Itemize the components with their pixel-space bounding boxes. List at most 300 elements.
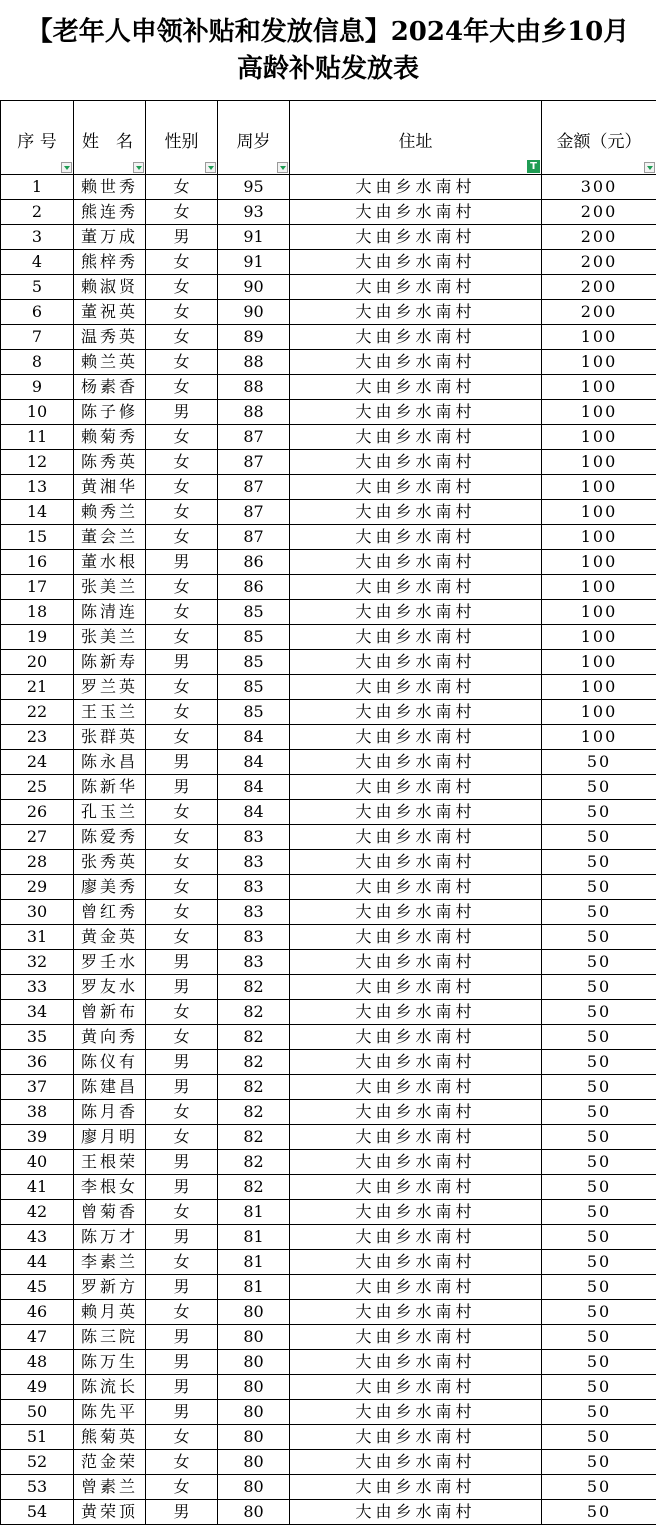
cell-address: 大由乡水南村 [290, 375, 542, 400]
cell-address: 大由乡水南村 [290, 1200, 542, 1225]
table-row [1, 1050, 656, 1075]
cell-sex: 女 [146, 725, 218, 750]
cell-index: 17 [1, 575, 74, 600]
cell-address: 大由乡水南村 [290, 175, 542, 200]
cell-amount: 100 [542, 475, 656, 500]
cell-index: 23 [1, 725, 74, 750]
cell-sex: 男 [146, 1275, 218, 1300]
cell-address: 大由乡水南村 [290, 900, 542, 925]
cell-address: 大由乡水南村 [290, 1475, 542, 1500]
cell-index: 46 [1, 1300, 74, 1325]
cell-address: 大由乡水南村 [290, 200, 542, 225]
cell-name: 罗友水 [74, 975, 146, 1000]
cell-age: 87 [218, 425, 290, 450]
cell-age: 86 [218, 575, 290, 600]
table-row [1, 350, 656, 375]
cell-index: 7 [1, 325, 74, 350]
cell-address: 大由乡水南村 [290, 700, 542, 725]
cell-address: 大由乡水南村 [290, 400, 542, 425]
cell-index: 32 [1, 950, 74, 975]
cell-name: 陈三院 [74, 1325, 146, 1350]
cell-address: 大由乡水南村 [290, 975, 542, 1000]
cell-amount: 50 [542, 1025, 656, 1050]
cell-age: 86 [218, 550, 290, 575]
table-row [1, 1250, 656, 1275]
cell-address: 大由乡水南村 [290, 550, 542, 575]
cell-sex: 男 [146, 650, 218, 675]
cell-amount: 50 [542, 825, 656, 850]
cell-address: 大由乡水南村 [290, 1100, 542, 1125]
table-row [1, 475, 656, 500]
table-row [1, 725, 656, 750]
cell-amount: 50 [542, 1125, 656, 1150]
cell-index: 36 [1, 1050, 74, 1075]
cell-index: 28 [1, 850, 74, 875]
cell-amount: 100 [542, 450, 656, 475]
cell-age: 87 [218, 450, 290, 475]
cell-name: 曾新布 [74, 1000, 146, 1025]
header-label: 住址 [398, 132, 433, 152]
cell-age: 82 [218, 975, 290, 1000]
cell-name: 赖菊秀 [74, 425, 146, 450]
cell-index: 50 [1, 1400, 74, 1425]
table-row [1, 375, 656, 400]
cell-address: 大由乡水南村 [290, 1125, 542, 1150]
table-row [1, 1000, 656, 1025]
cell-sex: 女 [146, 700, 218, 725]
cell-age: 85 [218, 650, 290, 675]
cell-sex: 女 [146, 325, 218, 350]
cell-name: 廖月明 [74, 1125, 146, 1150]
cell-name: 赖秀兰 [74, 500, 146, 525]
table-row [1, 1450, 656, 1475]
cell-address: 大由乡水南村 [290, 1450, 542, 1475]
cell-amount: 50 [542, 1425, 656, 1450]
table-row [1, 575, 656, 600]
cell-index: 43 [1, 1225, 74, 1250]
cell-name: 熊连秀 [74, 200, 146, 225]
cell-index: 35 [1, 1025, 74, 1050]
header-label: 序 号 [17, 132, 57, 152]
cell-age: 85 [218, 625, 290, 650]
cell-address: 大由乡水南村 [290, 875, 542, 900]
cell-age: 95 [218, 175, 290, 200]
cell-age: 87 [218, 500, 290, 525]
cell-age: 91 [218, 225, 290, 250]
cell-age: 80 [218, 1325, 290, 1350]
cell-age: 82 [218, 1050, 290, 1075]
header-index [1, 101, 74, 175]
cell-index: 18 [1, 600, 74, 625]
cell-age: 81 [218, 1250, 290, 1275]
filter-active-icon[interactable]: T [527, 160, 540, 173]
cell-name: 孔玉兰 [74, 800, 146, 825]
cell-name: 罗壬水 [74, 950, 146, 975]
cell-amount: 50 [542, 975, 656, 1000]
cell-age: 90 [218, 275, 290, 300]
cell-sex: 女 [146, 300, 218, 325]
cell-name: 黄金英 [74, 925, 146, 950]
cell-index: 44 [1, 1250, 74, 1275]
cell-sex: 女 [146, 900, 218, 925]
cell-sex: 女 [146, 425, 218, 450]
table-row [1, 850, 656, 875]
cell-sex: 男 [146, 775, 218, 800]
cell-address: 大由乡水南村 [290, 1025, 542, 1050]
cell-age: 80 [218, 1350, 290, 1375]
cell-amount: 50 [542, 1400, 656, 1425]
cell-amount: 200 [542, 300, 656, 325]
filter-dropdown-icon[interactable] [205, 162, 216, 173]
cell-address: 大由乡水南村 [290, 850, 542, 875]
cell-address: 大由乡水南村 [290, 1075, 542, 1100]
cell-age: 80 [218, 1475, 290, 1500]
cell-index: 21 [1, 675, 74, 700]
cell-address: 大由乡水南村 [290, 600, 542, 625]
cell-index: 3 [1, 225, 74, 250]
table-row [1, 500, 656, 525]
cell-address: 大由乡水南村 [290, 1375, 542, 1400]
cell-age: 82 [218, 1075, 290, 1100]
table-row [1, 550, 656, 575]
cell-address: 大由乡水南村 [290, 1175, 542, 1200]
cell-sex: 女 [146, 1450, 218, 1475]
cell-sex: 女 [146, 800, 218, 825]
table-row [1, 1500, 656, 1525]
document-title [0, 0, 656, 100]
cell-index: 15 [1, 525, 74, 550]
cell-name: 赖世秀 [74, 175, 146, 200]
cell-address: 大由乡水南村 [290, 225, 542, 250]
cell-name: 陈万生 [74, 1350, 146, 1375]
table-row [1, 1075, 656, 1100]
cell-address: 大由乡水南村 [290, 1275, 542, 1300]
table-row [1, 975, 656, 1000]
cell-amount: 50 [542, 1000, 656, 1025]
cell-name: 陈流长 [74, 1375, 146, 1400]
cell-sex: 女 [146, 1200, 218, 1225]
cell-age: 82 [218, 1150, 290, 1175]
table-row [1, 625, 656, 650]
cell-sex: 男 [146, 1375, 218, 1400]
table-row [1, 1100, 656, 1125]
cell-index: 33 [1, 975, 74, 1000]
cell-amount: 50 [542, 1200, 656, 1225]
cell-index: 51 [1, 1425, 74, 1450]
cell-name: 董万成 [74, 225, 146, 250]
cell-amount: 50 [542, 1275, 656, 1300]
cell-age: 83 [218, 825, 290, 850]
cell-index: 47 [1, 1325, 74, 1350]
table-row [1, 675, 656, 700]
cell-index: 31 [1, 925, 74, 950]
cell-index: 8 [1, 350, 74, 375]
header-label: 性别 [164, 132, 199, 152]
cell-name: 曾红秀 [74, 900, 146, 925]
table-row [1, 1150, 656, 1175]
cell-age: 83 [218, 950, 290, 975]
cell-amount: 50 [542, 1250, 656, 1275]
cell-age: 82 [218, 1125, 290, 1150]
cell-age: 83 [218, 925, 290, 950]
filter-dropdown-icon[interactable] [133, 162, 144, 173]
cell-age: 80 [218, 1300, 290, 1325]
cell-sex: 女 [146, 375, 218, 400]
table-row [1, 425, 656, 450]
cell-amount: 50 [542, 1100, 656, 1125]
table-row [1, 225, 656, 250]
cell-age: 81 [218, 1225, 290, 1250]
table-row [1, 1225, 656, 1250]
cell-amount: 100 [542, 725, 656, 750]
cell-sex: 女 [146, 275, 218, 300]
cell-address: 大由乡水南村 [290, 350, 542, 375]
header-label: 金额（元） [556, 132, 642, 152]
cell-sex: 女 [146, 625, 218, 650]
cell-name: 陈先平 [74, 1400, 146, 1425]
table-row [1, 875, 656, 900]
cell-index: 12 [1, 450, 74, 475]
table-row [1, 300, 656, 325]
cell-sex: 男 [146, 975, 218, 1000]
cell-amount: 100 [542, 600, 656, 625]
cell-name: 张美兰 [74, 625, 146, 650]
cell-sex: 女 [146, 500, 218, 525]
cell-name: 黄湘华 [74, 475, 146, 500]
cell-sex: 男 [146, 550, 218, 575]
cell-amount: 200 [542, 275, 656, 300]
cell-age: 82 [218, 1100, 290, 1125]
cell-index: 40 [1, 1150, 74, 1175]
table-row [1, 325, 656, 350]
cell-name: 罗新方 [74, 1275, 146, 1300]
cell-name: 曾素兰 [74, 1475, 146, 1500]
table-row [1, 1300, 656, 1325]
cell-index: 29 [1, 875, 74, 900]
cell-amount: 50 [542, 1225, 656, 1250]
cell-index: 53 [1, 1475, 74, 1500]
cell-amount: 100 [542, 625, 656, 650]
cell-age: 88 [218, 375, 290, 400]
filter-dropdown-icon[interactable] [644, 162, 655, 173]
cell-age: 88 [218, 400, 290, 425]
cell-amount: 50 [542, 850, 656, 875]
cell-age: 85 [218, 675, 290, 700]
cell-address: 大由乡水南村 [290, 1425, 542, 1450]
cell-name: 陈仪有 [74, 1050, 146, 1075]
cell-name: 陈新寿 [74, 650, 146, 675]
cell-amount: 200 [542, 200, 656, 225]
cell-index: 9 [1, 375, 74, 400]
cell-name: 李素兰 [74, 1250, 146, 1275]
cell-sex: 男 [146, 1225, 218, 1250]
cell-name: 王玉兰 [74, 700, 146, 725]
cell-amount: 100 [542, 500, 656, 525]
cell-age: 87 [218, 475, 290, 500]
header-name [74, 101, 146, 175]
cell-amount: 200 [542, 225, 656, 250]
cell-index: 52 [1, 1450, 74, 1475]
table-row [1, 1400, 656, 1425]
cell-index: 1 [1, 175, 74, 200]
cell-amount: 50 [542, 1375, 656, 1400]
cell-address: 大由乡水南村 [290, 650, 542, 675]
cell-sex: 女 [146, 1100, 218, 1125]
table-row [1, 250, 656, 275]
cell-index: 39 [1, 1125, 74, 1150]
cell-sex: 女 [146, 250, 218, 275]
cell-name: 赖月英 [74, 1300, 146, 1325]
cell-name: 曾菊香 [74, 1200, 146, 1225]
cell-age: 90 [218, 300, 290, 325]
table-row [1, 450, 656, 475]
cell-address: 大由乡水南村 [290, 1325, 542, 1350]
cell-name: 黄荣顶 [74, 1500, 146, 1525]
cell-index: 4 [1, 250, 74, 275]
cell-address: 大由乡水南村 [290, 1225, 542, 1250]
cell-amount: 50 [542, 1175, 656, 1200]
table-row [1, 1375, 656, 1400]
cell-amount: 50 [542, 750, 656, 775]
table-row [1, 1425, 656, 1450]
filter-dropdown-icon[interactable] [277, 162, 288, 173]
cell-sex: 男 [146, 1150, 218, 1175]
cell-address: 大由乡水南村 [290, 250, 542, 275]
cell-index: 5 [1, 275, 74, 300]
cell-address: 大由乡水南村 [290, 925, 542, 950]
cell-sex: 男 [146, 750, 218, 775]
cell-sex: 女 [146, 525, 218, 550]
header-label: 周岁 [236, 132, 271, 152]
cell-address: 大由乡水南村 [290, 1000, 542, 1025]
table-row [1, 400, 656, 425]
cell-index: 14 [1, 500, 74, 525]
cell-index: 10 [1, 400, 74, 425]
cell-sex: 男 [146, 950, 218, 975]
cell-age: 83 [218, 900, 290, 925]
cell-name: 陈建昌 [74, 1075, 146, 1100]
cell-age: 80 [218, 1425, 290, 1450]
cell-amount: 100 [542, 675, 656, 700]
cell-amount: 50 [542, 1475, 656, 1500]
cell-index: 19 [1, 625, 74, 650]
cell-amount: 50 [542, 1450, 656, 1475]
table-row [1, 950, 656, 975]
cell-address: 大由乡水南村 [290, 425, 542, 450]
cell-age: 83 [218, 850, 290, 875]
cell-sex: 男 [146, 400, 218, 425]
cell-amount: 50 [542, 875, 656, 900]
cell-age: 91 [218, 250, 290, 275]
cell-index: 26 [1, 800, 74, 825]
cell-amount: 50 [542, 1350, 656, 1375]
header-address [290, 101, 542, 175]
cell-address: 大由乡水南村 [290, 625, 542, 650]
cell-age: 81 [218, 1275, 290, 1300]
cell-name: 赖淑贤 [74, 275, 146, 300]
cell-address: 大由乡水南村 [290, 575, 542, 600]
table-header-row [1, 101, 656, 175]
title-line-1: 【老年人申领补贴和发放信息】2024年大由乡10月 [26, 17, 630, 47]
cell-age: 84 [218, 775, 290, 800]
cell-index: 2 [1, 200, 74, 225]
cell-amount: 50 [542, 1150, 656, 1175]
cell-name: 杨素香 [74, 375, 146, 400]
table-row [1, 1175, 656, 1200]
cell-amount: 50 [542, 1050, 656, 1075]
cell-sex: 女 [146, 1425, 218, 1450]
table-row [1, 825, 656, 850]
cell-amount: 100 [542, 575, 656, 600]
cell-amount: 50 [542, 950, 656, 975]
table-row [1, 650, 656, 675]
cell-name: 陈秀英 [74, 450, 146, 475]
cell-address: 大由乡水南村 [290, 775, 542, 800]
table-row [1, 1275, 656, 1300]
cell-name: 张美兰 [74, 575, 146, 600]
cell-name: 张群英 [74, 725, 146, 750]
cell-age: 80 [218, 1400, 290, 1425]
cell-amount: 50 [542, 1500, 656, 1525]
cell-sex: 女 [146, 1125, 218, 1150]
cell-sex: 女 [146, 175, 218, 200]
cell-index: 48 [1, 1350, 74, 1375]
cell-sex: 女 [146, 1250, 218, 1275]
cell-address: 大由乡水南村 [290, 800, 542, 825]
cell-sex: 女 [146, 350, 218, 375]
filter-dropdown-icon[interactable] [61, 162, 72, 173]
cell-amount: 100 [542, 350, 656, 375]
cell-index: 37 [1, 1075, 74, 1100]
cell-address: 大由乡水南村 [290, 750, 542, 775]
header-age [218, 101, 290, 175]
cell-name: 董会兰 [74, 525, 146, 550]
table-row [1, 175, 656, 200]
cell-sex: 女 [146, 925, 218, 950]
cell-address: 大由乡水南村 [290, 325, 542, 350]
cell-amount: 50 [542, 800, 656, 825]
cell-name: 廖美秀 [74, 875, 146, 900]
cell-sex: 男 [146, 1050, 218, 1075]
cell-sex: 男 [146, 1400, 218, 1425]
cell-name: 范金荣 [74, 1450, 146, 1475]
cell-index: 54 [1, 1500, 74, 1525]
cell-name: 陈清连 [74, 600, 146, 625]
cell-index: 41 [1, 1175, 74, 1200]
cell-sex: 女 [146, 575, 218, 600]
cell-address: 大由乡水南村 [290, 1050, 542, 1075]
table-row [1, 900, 656, 925]
cell-address: 大由乡水南村 [290, 500, 542, 525]
cell-age: 80 [218, 1500, 290, 1525]
cell-age: 84 [218, 750, 290, 775]
cell-age: 80 [218, 1450, 290, 1475]
table-row [1, 1350, 656, 1375]
table-row [1, 750, 656, 775]
cell-name: 赖兰英 [74, 350, 146, 375]
cell-sex: 男 [146, 1350, 218, 1375]
cell-amount: 50 [542, 775, 656, 800]
cell-name: 李根女 [74, 1175, 146, 1200]
cell-index: 34 [1, 1000, 74, 1025]
cell-address: 大由乡水南村 [290, 450, 542, 475]
cell-age: 85 [218, 700, 290, 725]
cell-amount: 100 [542, 425, 656, 450]
cell-amount: 100 [542, 525, 656, 550]
cell-sex: 男 [146, 1500, 218, 1525]
cell-name: 董祝英 [74, 300, 146, 325]
cell-age: 89 [218, 325, 290, 350]
